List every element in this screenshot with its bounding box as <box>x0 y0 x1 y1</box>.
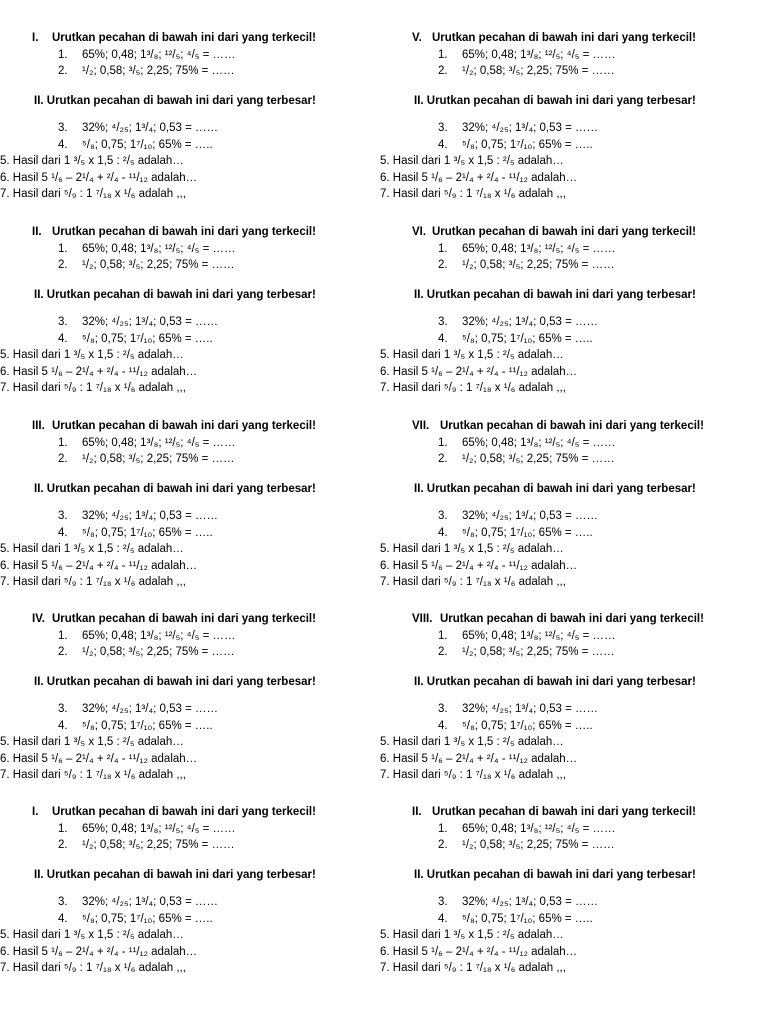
question-text: 6. Hasil 5 ¹/₆ – 2¹/₄ + ²/₄ - ¹¹/₁₂ adalah… <box>380 945 578 958</box>
question-number: 4. <box>58 719 68 732</box>
question-item <box>0 63 360 80</box>
question-text: 5. Hasil dari 1 ³/₅ x 1,5 : ²/₅ adalah… <box>0 929 184 941</box>
question-text: 32%; ⁴/₂₅; 1³/₄; 0,53 = …… <box>82 122 219 134</box>
question-text: 65%; 0,48; 1³/₈; ¹²/₅; ⁴/₅ = …… <box>82 629 236 642</box>
question-number: 1. <box>438 436 448 449</box>
question-item <box>380 718 740 735</box>
exercise-block <box>380 611 740 784</box>
question-text: 65%; 0,48; 1³/₈; ¹²/₅; ⁴/₅ = …… <box>462 822 616 835</box>
question-text: 32%; ⁴/₂₅; 1³/₄; 0,53 = …… <box>462 122 599 134</box>
question-item <box>0 944 360 961</box>
question-text: ⁵/₈; 0,75; 1⁷/₁₀; 65% = ….. <box>82 138 213 151</box>
question-text: ⁵/₈; 0,75; 1⁷/₁₀; 65% = ….. <box>462 912 593 925</box>
section-heading <box>380 804 740 821</box>
question-text: 32%; ⁴/₂₅; 1³/₄; 0,53 = …… <box>82 510 219 522</box>
question-number: 1. <box>438 629 448 642</box>
subsection-heading <box>0 481 360 498</box>
question-item <box>380 364 740 381</box>
question-number: 2. <box>58 259 68 271</box>
question-item <box>0 701 360 718</box>
question-text: 32%; ⁴/₂₅; 1³/₄; 0,53 = …… <box>82 896 219 908</box>
section-number: I. <box>32 32 39 44</box>
question-text: 5. Hasil dari 1 ³/₅ x 1,5 : ²/₅ adalah… <box>0 155 184 167</box>
section-number: VIII. <box>412 613 433 625</box>
section-title: Urutkan pecahan di bawah ini dari yang terkecil! <box>440 420 704 432</box>
question-item <box>380 525 740 542</box>
question-item <box>0 894 360 911</box>
subsection-heading <box>380 867 740 884</box>
question-text: 6. Hasil 5 ¹/₆ – 2¹/₄ + ²/₄ - ¹¹/₁₂ adalah… <box>0 365 198 378</box>
question-number: 1. <box>438 242 448 255</box>
question-item <box>0 911 360 928</box>
section-number: II. <box>32 226 42 238</box>
subsection-title: II. Urutkan pecahan di bawah ini dari yang terbesar! <box>414 94 696 107</box>
section-heading <box>380 418 740 435</box>
question-item <box>380 894 740 911</box>
exercise-block <box>0 30 360 203</box>
subsection-title: II. Urutkan pecahan di bawah ini dari yang terbesar! <box>414 482 696 495</box>
section-title: Urutkan pecahan di bawah ini dari yang terkecil! <box>52 806 316 818</box>
section-number: V. <box>412 32 422 44</box>
question-number: 4. <box>438 138 448 151</box>
question-text: 6. Hasil 5 ¹/₆ – 2¹/₄ + ²/₄ - ¹¹/₁₂ adalah… <box>380 365 578 378</box>
question-text: ⁵/₈; 0,75; 1⁷/₁₀; 65% = ….. <box>82 719 213 732</box>
question-text: 5. Hasil dari 1 ³/₅ x 1,5 : ²/₅ adalah… <box>380 155 564 167</box>
section-title: Urutkan pecahan di bawah ini dari yang terkecil! <box>52 226 316 238</box>
question-item <box>380 911 740 928</box>
question-item <box>0 137 360 154</box>
question-number: 1. <box>58 822 68 835</box>
question-number: 4. <box>438 332 448 345</box>
section-heading <box>0 418 360 435</box>
question-item <box>380 241 740 258</box>
question-item <box>0 718 360 735</box>
question-number: 3. <box>438 510 448 522</box>
question-item <box>0 821 360 838</box>
question-text: 6. Hasil 5 ¹/₆ – 2¹/₄ + ²/₄ - ¹¹/₁₂ adalah… <box>0 752 198 765</box>
question-number: 3. <box>438 896 448 908</box>
question-item <box>380 767 740 784</box>
question-text: ¹/₂; 0,58; ³/₅; 2,25; 75% = …… <box>82 259 235 271</box>
question-text: 65%; 0,48; 1³/₈; ¹²/₅; ⁴/₅ = …… <box>82 436 236 449</box>
question-item <box>0 241 360 258</box>
question-text: 6. Hasil 5 ¹/₆ – 2¹/₄ + ²/₄ - ¹¹/₁₂ adalah… <box>380 559 578 572</box>
question-item <box>0 960 360 977</box>
subsection-heading <box>0 93 360 110</box>
question-text: ¹/₂; 0,58; ³/₅; 2,25; 75% = …… <box>82 646 235 658</box>
question-text: 7. Hasil dari ⁵/₉ : 1 ⁷/₁₈ x ¹/₆ adalah ,,, <box>380 382 566 394</box>
question-item <box>380 314 740 331</box>
question-item <box>380 821 740 838</box>
question-text: 6. Hasil 5 ¹/₆ – 2¹/₄ + ²/₄ - ¹¹/₁₂ adalah… <box>380 752 578 765</box>
question-number: 3. <box>58 510 68 522</box>
section-title: Urutkan pecahan di bawah ini dari yang terkecil! <box>440 613 704 625</box>
section-heading <box>380 30 740 47</box>
question-item <box>0 347 360 364</box>
question-number: 2. <box>438 453 448 465</box>
subsection-heading <box>380 674 740 691</box>
subsection-heading <box>0 287 360 304</box>
question-item <box>0 508 360 525</box>
question-item <box>0 734 360 751</box>
question-item <box>0 927 360 944</box>
subsection-title: II. Urutkan pecahan di bawah ini dari yang terbesar! <box>34 94 316 107</box>
question-text: 65%; 0,48; 1³/₈; ¹²/₅; ⁴/₅ = …… <box>462 48 616 61</box>
question-item <box>380 257 740 274</box>
subsection-title: II. Urutkan pecahan di bawah ini dari yang terbesar! <box>34 868 316 881</box>
section-title: Urutkan pecahan di bawah ini dari yang terkecil! <box>52 420 316 432</box>
question-item <box>0 380 360 397</box>
question-item <box>380 153 740 170</box>
question-text: 65%; 0,48; 1³/₈; ¹²/₅; ⁴/₅ = …… <box>462 629 616 642</box>
question-item <box>0 574 360 591</box>
question-text: ⁵/₈; 0,75; 1⁷/₁₀; 65% = ….. <box>462 138 593 151</box>
section-title: Urutkan pecahan di bawah ini dari yang terkecil! <box>52 613 316 625</box>
exercise-block <box>0 224 360 397</box>
exercise-block <box>0 804 360 977</box>
question-item <box>0 525 360 542</box>
subsection-title: II. Urutkan pecahan di bawah ini dari yang terbesar! <box>414 288 696 301</box>
question-text: 5. Hasil dari 1 ³/₅ x 1,5 : ²/₅ adalah… <box>380 349 564 361</box>
question-text: ⁵/₈; 0,75; 1⁷/₁₀; 65% = ….. <box>82 912 213 925</box>
question-text: 7. Hasil dari ⁵/₉ : 1 ⁷/₁₈ x ¹/₆ adalah ,,, <box>0 576 186 588</box>
question-text: 32%; ⁴/₂₅; 1³/₄; 0,53 = …… <box>82 316 219 328</box>
question-item <box>380 137 740 154</box>
exercise-block <box>380 224 740 397</box>
question-item <box>0 837 360 854</box>
question-text: ¹/₂; 0,58; ³/₅; 2,25; 75% = …… <box>82 453 235 465</box>
question-text: ⁵/₈; 0,75; 1⁷/₁₀; 65% = ….. <box>82 526 213 539</box>
section-heading <box>380 611 740 628</box>
question-text: 7. Hasil dari ⁵/₉ : 1 ⁷/₁₈ x ¹/₆ adalah ,,, <box>0 382 186 394</box>
section-heading <box>0 611 360 628</box>
question-text: ¹/₂; 0,58; ³/₅; 2,25; 75% = …… <box>462 259 615 271</box>
question-number: 4. <box>58 332 68 345</box>
section-number: I. <box>32 806 39 818</box>
question-item <box>0 751 360 768</box>
question-item <box>380 347 740 364</box>
question-text: 7. Hasil dari ⁵/₉ : 1 ⁷/₁₈ x ¹/₆ adalah ,,, <box>0 769 186 781</box>
question-number: 2. <box>58 839 68 851</box>
question-item <box>0 541 360 558</box>
section-number: VI. <box>412 226 427 238</box>
question-text: 5. Hasil dari 1 ³/₅ x 1,5 : ²/₅ adalah… <box>0 349 184 361</box>
question-text: 7. Hasil dari ⁵/₉ : 1 ⁷/₁₈ x ¹/₆ adalah ,,, <box>0 188 186 200</box>
question-item <box>380 701 740 718</box>
subsection-heading <box>380 287 740 304</box>
question-item <box>0 558 360 575</box>
question-number: 4. <box>438 526 448 539</box>
question-item <box>380 186 740 203</box>
section-heading <box>380 224 740 241</box>
question-number: 3. <box>438 316 448 328</box>
question-item <box>0 331 360 348</box>
question-text: ⁵/₈; 0,75; 1⁷/₁₀; 65% = ….. <box>462 332 593 345</box>
question-text: 5. Hasil dari 1 ³/₅ x 1,5 : ²/₅ adalah… <box>380 736 564 748</box>
question-number: 2. <box>58 65 68 77</box>
question-item <box>380 170 740 187</box>
question-text: 32%; ⁴/₂₅; 1³/₄; 0,53 = …… <box>462 316 599 328</box>
question-text: ¹/₂; 0,58; ³/₅; 2,25; 75% = …… <box>462 65 615 77</box>
question-text: 65%; 0,48; 1³/₈; ¹²/₅; ⁴/₅ = …… <box>82 822 236 835</box>
exercise-block <box>380 30 740 203</box>
question-number: 2. <box>58 646 68 658</box>
question-number: 2. <box>58 453 68 465</box>
section-title: Urutkan pecahan di bawah ini dari yang terkecil! <box>432 32 696 44</box>
question-item <box>0 628 360 645</box>
question-item <box>380 734 740 751</box>
question-number: 2. <box>438 259 448 271</box>
question-number: 4. <box>438 719 448 732</box>
question-item <box>380 508 740 525</box>
question-item <box>380 837 740 854</box>
question-item <box>380 628 740 645</box>
question-item <box>0 767 360 784</box>
question-text: 5. Hasil dari 1 ³/₅ x 1,5 : ²/₅ adalah… <box>0 736 184 748</box>
question-item <box>0 153 360 170</box>
question-number: 4. <box>438 912 448 925</box>
question-number: 1. <box>438 822 448 835</box>
question-item <box>380 451 740 468</box>
question-item <box>380 380 740 397</box>
question-text: ¹/₂; 0,58; ³/₅; 2,25; 75% = …… <box>82 839 235 851</box>
question-text: 32%; ⁴/₂₅; 1³/₄; 0,53 = …… <box>462 510 599 522</box>
question-text: 7. Hasil dari ⁵/₉ : 1 ⁷/₁₈ x ¹/₆ adalah ,,, <box>380 576 566 588</box>
question-item <box>0 47 360 64</box>
question-text: 5. Hasil dari 1 ³/₅ x 1,5 : ²/₅ adalah… <box>380 543 564 555</box>
question-text: ¹/₂; 0,58; ³/₅; 2,25; 75% = …… <box>82 65 235 77</box>
question-text: 65%; 0,48; 1³/₈; ¹²/₅; ⁴/₅ = …… <box>82 242 236 255</box>
question-text: 6. Hasil 5 ¹/₆ – 2¹/₄ + ²/₄ - ¹¹/₁₂ adalah… <box>380 171 578 184</box>
question-item <box>380 558 740 575</box>
question-item <box>380 47 740 64</box>
question-item <box>380 751 740 768</box>
question-item <box>0 451 360 468</box>
question-item <box>0 257 360 274</box>
question-text: 5. Hasil dari 1 ³/₅ x 1,5 : ²/₅ adalah… <box>380 929 564 941</box>
question-item <box>0 314 360 331</box>
subsection-heading <box>380 93 740 110</box>
exercise-block <box>0 611 360 784</box>
question-number: 2. <box>438 839 448 851</box>
exercise-block <box>0 418 360 591</box>
question-number: 3. <box>438 122 448 134</box>
question-item <box>380 960 740 977</box>
subsection-heading <box>380 481 740 498</box>
question-item <box>0 435 360 452</box>
question-item <box>380 944 740 961</box>
question-number: 1. <box>58 629 68 642</box>
section-title: Urutkan pecahan di bawah ini dari yang terkecil! <box>52 32 316 44</box>
section-title: Urutkan pecahan di bawah ini dari yang terkecil! <box>432 226 696 238</box>
exercise-block <box>380 418 740 591</box>
question-item <box>380 331 740 348</box>
question-number: 3. <box>58 896 68 908</box>
question-item <box>0 186 360 203</box>
question-text: 5. Hasil dari 1 ³/₅ x 1,5 : ²/₅ adalah… <box>0 543 184 555</box>
section-number: II. <box>412 806 422 818</box>
question-text: 7. Hasil dari ⁵/₉ : 1 ⁷/₁₈ x ¹/₆ adalah ,,, <box>0 962 186 974</box>
question-number: 2. <box>438 646 448 658</box>
question-text: 6. Hasil 5 ¹/₆ – 2¹/₄ + ²/₄ - ¹¹/₁₂ adalah… <box>0 171 198 184</box>
subsection-title: II. Urutkan pecahan di bawah ini dari yang terbesar! <box>34 288 316 301</box>
question-number: 2. <box>438 65 448 77</box>
question-text: 65%; 0,48; 1³/₈; ¹²/₅; ⁴/₅ = …… <box>462 436 616 449</box>
question-text: 32%; ⁴/₂₅; 1³/₄; 0,53 = …… <box>462 896 599 908</box>
section-heading <box>0 224 360 241</box>
question-item <box>380 541 740 558</box>
question-text: 65%; 0,48; 1³/₈; ¹²/₅; ⁴/₅ = …… <box>462 242 616 255</box>
question-text: 7. Hasil dari ⁵/₉ : 1 ⁷/₁₈ x ¹/₆ adalah ,,, <box>380 188 566 200</box>
section-title: Urutkan pecahan di bawah ini dari yang terkecil! <box>432 806 696 818</box>
question-number: 1. <box>58 242 68 255</box>
question-text: ⁵/₈; 0,75; 1⁷/₁₀; 65% = ….. <box>82 332 213 345</box>
question-item <box>380 63 740 80</box>
question-text: 7. Hasil dari ⁵/₉ : 1 ⁷/₁₈ x ¹/₆ adalah ,,, <box>380 769 566 781</box>
question-text: 32%; ⁴/₂₅; 1³/₄; 0,53 = …… <box>462 703 599 715</box>
question-text: 65%; 0,48; 1³/₈; ¹²/₅; ⁴/₅ = …… <box>82 48 236 61</box>
subsection-heading <box>0 674 360 691</box>
section-number: IV. <box>32 613 46 625</box>
question-number: 4. <box>58 138 68 151</box>
section-heading <box>0 30 360 47</box>
question-text: 32%; ⁴/₂₅; 1³/₄; 0,53 = …… <box>82 703 219 715</box>
subsection-title: II. Urutkan pecahan di bawah ini dari yang terbesar! <box>414 675 696 688</box>
question-number: 1. <box>58 436 68 449</box>
question-item <box>380 120 740 137</box>
question-item <box>380 435 740 452</box>
question-item <box>0 364 360 381</box>
question-item <box>0 644 360 661</box>
question-item <box>0 170 360 187</box>
question-number: 3. <box>58 703 68 715</box>
question-text: ¹/₂; 0,58; ³/₅; 2,25; 75% = …… <box>462 453 615 465</box>
question-text: 6. Hasil 5 ¹/₆ – 2¹/₄ + ²/₄ - ¹¹/₁₂ adalah… <box>0 559 198 572</box>
question-text: ⁵/₈; 0,75; 1⁷/₁₀; 65% = ….. <box>462 719 593 732</box>
subsection-title: II. Urutkan pecahan di bawah ini dari yang terbesar! <box>34 482 316 495</box>
question-item <box>0 120 360 137</box>
subsection-title: II. Urutkan pecahan di bawah ini dari yang terbesar! <box>34 675 316 688</box>
question-number: 4. <box>58 912 68 925</box>
question-number: 3. <box>438 703 448 715</box>
subsection-heading <box>0 867 360 884</box>
question-item <box>380 574 740 591</box>
section-heading <box>0 804 360 821</box>
question-number: 1. <box>58 48 68 61</box>
question-number: 1. <box>438 48 448 61</box>
exercise-block <box>380 804 740 977</box>
question-text: 7. Hasil dari ⁵/₉ : 1 ⁷/₁₈ x ¹/₆ adalah ,,, <box>380 962 566 974</box>
question-text: ¹/₂; 0,58; ³/₅; 2,25; 75% = …… <box>462 839 615 851</box>
section-number: VII. <box>412 420 430 432</box>
subsection-title: II. Urutkan pecahan di bawah ini dari yang terbesar! <box>414 868 696 881</box>
section-number: III. <box>32 420 45 432</box>
question-item <box>380 644 740 661</box>
question-number: 3. <box>58 122 68 134</box>
question-number: 3. <box>58 316 68 328</box>
question-number: 4. <box>58 526 68 539</box>
question-text: 6. Hasil 5 ¹/₆ – 2¹/₄ + ²/₄ - ¹¹/₁₂ adalah… <box>0 945 198 958</box>
question-item <box>380 927 740 944</box>
question-text: ⁵/₈; 0,75; 1⁷/₁₀; 65% = ….. <box>462 526 593 539</box>
question-text: ¹/₂; 0,58; ³/₅; 2,25; 75% = …… <box>462 646 615 658</box>
